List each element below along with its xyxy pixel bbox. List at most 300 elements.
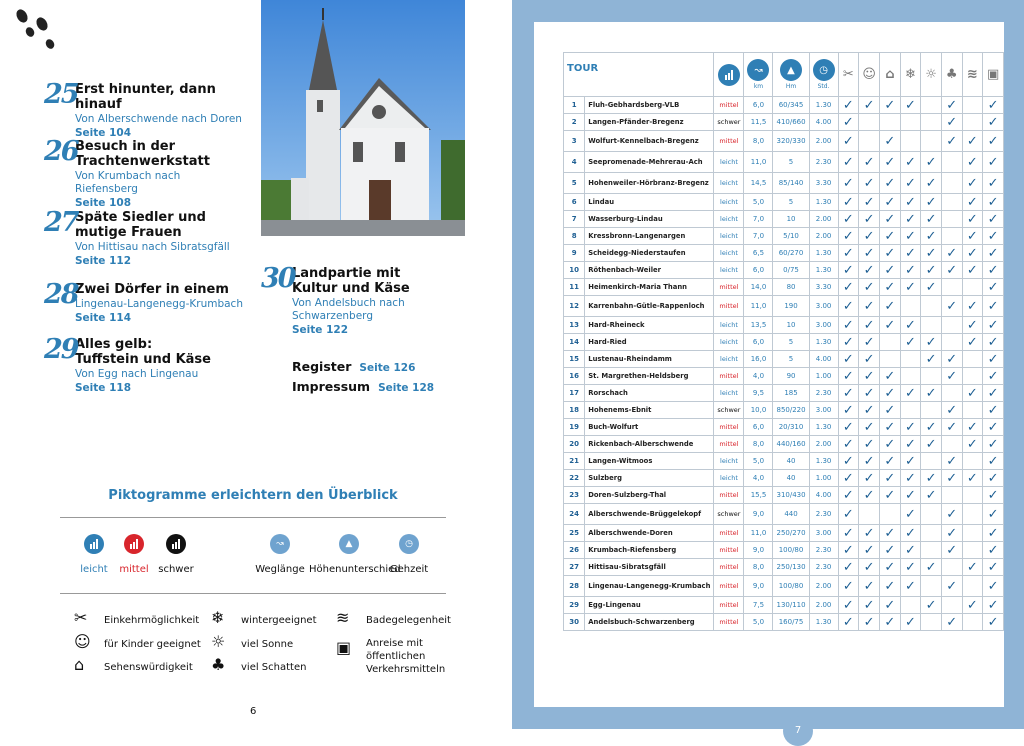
toc-entry-30[interactable]	[261, 263, 431, 336]
tour-number-cell: 26	[564, 542, 585, 559]
table-row	[564, 559, 1004, 576]
difficulty-cell: leicht	[714, 470, 744, 487]
table-row	[564, 228, 1004, 245]
check-icon: ✓	[983, 419, 1004, 436]
check-icon: ✓	[838, 279, 859, 296]
empty-cell	[921, 368, 942, 385]
check-icon: ✓	[838, 228, 859, 245]
check-icon: ✓	[880, 385, 901, 402]
km-cell: 8,0	[744, 436, 773, 453]
toc-entry-27[interactable]	[44, 207, 254, 267]
difficulty-cell: mittel	[714, 368, 744, 385]
check-icon: ✓	[921, 559, 942, 576]
empty-cell	[859, 504, 880, 525]
empty-cell	[962, 453, 983, 470]
check-icon: ✓	[859, 470, 880, 487]
empty-cell	[921, 296, 942, 317]
check-icon: ✓	[983, 317, 1004, 334]
check-icon: ✓	[900, 504, 921, 525]
tour-number-cell: 16	[564, 368, 585, 385]
km-cell: 4,0	[744, 368, 773, 385]
km-cell: 7,0	[744, 211, 773, 228]
check-icon: ✓	[941, 296, 962, 317]
std-cell: 2.30	[809, 504, 838, 525]
empty-cell	[941, 211, 962, 228]
check-icon: ✓	[838, 245, 859, 262]
tree-icon: ♣	[211, 655, 226, 674]
check-icon: ✓	[941, 419, 962, 436]
tour-number-cell: 8	[564, 228, 585, 245]
difficulty-label: leicht	[80, 564, 108, 575]
check-icon: ✓	[962, 317, 983, 334]
check-icon: ✓	[900, 245, 921, 262]
check-icon: ✓	[983, 211, 1004, 228]
check-icon: ✓	[859, 368, 880, 385]
table-row	[564, 279, 1004, 296]
check-icon: ✓	[941, 504, 962, 525]
page-number: 7	[783, 716, 813, 746]
std-cell: 4.00	[809, 114, 838, 131]
check-icon: ✓	[900, 279, 921, 296]
std-cell: 1.30	[809, 262, 838, 279]
legend-sight	[74, 655, 193, 674]
legend-children	[74, 632, 201, 651]
check-icon: ✓	[921, 419, 942, 436]
difficulty-cell: mittel	[714, 296, 744, 317]
tour-name-cell: Wasserburg-Lindau	[585, 211, 714, 228]
tree-icon: ♣	[941, 53, 962, 97]
check-icon: ✓	[880, 194, 901, 211]
divider	[60, 593, 446, 594]
table-row	[564, 317, 1004, 334]
hm-label: Hm	[785, 83, 797, 90]
check-icon: ✓	[983, 504, 1004, 525]
km-cell: 6,5	[744, 245, 773, 262]
check-icon: ✓	[983, 173, 1004, 194]
metric-label: Höhenunterschied	[309, 564, 401, 575]
sun-icon: ☼	[921, 53, 942, 97]
difficulty-cell: leicht	[714, 385, 744, 402]
check-icon: ✓	[838, 317, 859, 334]
std-cell: 3.00	[809, 525, 838, 542]
table-row	[564, 470, 1004, 487]
check-icon: ✓	[880, 453, 901, 470]
km-cell: 8,0	[744, 559, 773, 576]
tour-number-cell: 15	[564, 351, 585, 368]
empty-cell	[962, 402, 983, 419]
check-icon: ✓	[859, 351, 880, 368]
empty-cell	[941, 228, 962, 245]
check-icon: ✓	[838, 614, 859, 631]
std-cell: 1.00	[809, 470, 838, 487]
empty-cell	[880, 351, 901, 368]
toc-entry-25[interactable]	[44, 79, 254, 139]
check-icon: ✓	[900, 436, 921, 453]
check-icon: ✓	[859, 419, 880, 436]
empty-cell	[941, 487, 962, 504]
difficulty-cell: leicht	[714, 317, 744, 334]
check-icon: ✓	[859, 453, 880, 470]
tour-number-cell: 9	[564, 245, 585, 262]
toc-impressum[interactable]	[292, 379, 434, 394]
table-row	[564, 296, 1004, 317]
table-row	[564, 487, 1004, 504]
table-row	[564, 542, 1004, 559]
check-icon: ✓	[900, 173, 921, 194]
check-icon: ✓	[941, 351, 962, 368]
metric-hoehenunterschied	[309, 534, 401, 575]
std-cell: 1.30	[809, 453, 838, 470]
empty-cell	[941, 152, 962, 173]
toc-entry-26[interactable]	[44, 136, 254, 209]
km-cell: 13,5	[744, 317, 773, 334]
hm-cell: 100/80	[773, 542, 809, 559]
tour-name-cell: Rickenbach-Alberschwende	[585, 436, 714, 453]
hm-cell: 90	[773, 368, 809, 385]
hm-cell: 100/80	[773, 576, 809, 597]
check-icon: ✓	[900, 576, 921, 597]
empty-cell	[962, 279, 983, 296]
tour-page: Seite 104	[75, 127, 131, 139]
tour-name-cell: Kressbronn-Langenargen	[585, 228, 714, 245]
check-icon: ✓	[838, 152, 859, 173]
tour-name-cell: Hohenweiler-Hörbranz-Bregenz	[585, 173, 714, 194]
std-cell: 3.00	[809, 317, 838, 334]
tour-name-cell: Langen-Witmoos	[585, 453, 714, 470]
check-icon: ✓	[962, 385, 983, 402]
check-icon: ✓	[859, 614, 880, 631]
table-row	[564, 453, 1004, 470]
check-icon: ✓	[983, 228, 1004, 245]
table-row	[564, 525, 1004, 542]
impressum-page: Seite 128	[378, 382, 435, 394]
km-cell: 5,0	[744, 614, 773, 631]
check-icon: ✓	[941, 614, 962, 631]
bus-icon: ▣	[983, 53, 1004, 97]
tour-number: 25	[44, 79, 78, 110]
check-icon: ✓	[838, 525, 859, 542]
km-cell: 5,0	[744, 453, 773, 470]
check-icon: ✓	[983, 614, 1004, 631]
check-icon: ✓	[983, 131, 1004, 152]
km-header	[744, 53, 773, 97]
footprints-icon	[10, 6, 60, 56]
food-icon: ✂	[838, 53, 859, 97]
hm-cell: 130/110	[773, 597, 809, 614]
km-cell: 15,5	[744, 487, 773, 504]
check-icon: ✓	[900, 97, 921, 114]
divider	[60, 517, 446, 518]
tour-number-cell: 12	[564, 296, 585, 317]
empty-cell	[962, 487, 983, 504]
check-icon: ✓	[838, 487, 859, 504]
km-cell: 10,0	[744, 402, 773, 419]
check-icon: ✓	[838, 436, 859, 453]
clock-icon: ◷	[399, 534, 419, 554]
km-cell: 6,0	[744, 419, 773, 436]
difficulty-cell: mittel	[714, 597, 744, 614]
child-icon: ☺	[859, 53, 880, 97]
table-row	[564, 597, 1004, 614]
check-icon: ✓	[962, 228, 983, 245]
empty-cell	[921, 97, 942, 114]
tour-name-cell: Hittisau-Sibratsgfäll	[585, 559, 714, 576]
register-label: Register	[292, 359, 352, 374]
check-icon: ✓	[921, 228, 942, 245]
check-icon: ✓	[983, 245, 1004, 262]
tour-name-cell: St. Margrethen-Heldsberg	[585, 368, 714, 385]
hm-cell: 410/660	[773, 114, 809, 131]
check-icon: ✓	[921, 245, 942, 262]
difficulty-cell: schwer	[714, 114, 744, 131]
tour-route: Von Krumbach nach Riefensberg	[75, 170, 181, 195]
swim-icon: ≋	[962, 53, 983, 97]
register-page: Seite 126	[359, 362, 416, 374]
hm-cell: 80	[773, 279, 809, 296]
difficulty-cell: leicht	[714, 334, 744, 351]
km-cell: 14,0	[744, 279, 773, 296]
empty-cell	[962, 351, 983, 368]
check-icon: ✓	[838, 504, 859, 525]
empty-cell	[962, 97, 983, 114]
check-icon: ✓	[880, 173, 901, 194]
toc-entry-28[interactable]	[44, 279, 254, 324]
hm-cell: 310/430	[773, 487, 809, 504]
tour-name-cell: Karrenbahn-Gütle-Rappenloch	[585, 296, 714, 317]
check-icon: ✓	[983, 152, 1004, 173]
hm-cell: 85/140	[773, 173, 809, 194]
std-header	[809, 53, 838, 97]
legend-label: viel Schatten	[241, 662, 307, 673]
bars-icon	[124, 534, 144, 554]
check-icon: ✓	[983, 368, 1004, 385]
check-icon: ✓	[941, 470, 962, 487]
difficulty-cell: schwer	[714, 402, 744, 419]
km-cell: 9,0	[744, 504, 773, 525]
tour-name-cell: Hohenems-Ebnit	[585, 402, 714, 419]
tour-name-cell: Lindau	[585, 194, 714, 211]
snowflake-icon: ❄	[900, 53, 921, 97]
toc-entry-29[interactable]	[44, 334, 254, 394]
check-icon: ✓	[962, 597, 983, 614]
check-icon: ✓	[880, 97, 901, 114]
tour-name-cell: Andelsbuch-Schwarzenberg	[585, 614, 714, 631]
std-cell: 4.00	[809, 351, 838, 368]
elevation-icon: ▲	[780, 59, 802, 81]
tour-name-cell: Hard-Ried	[585, 334, 714, 351]
check-icon: ✓	[941, 525, 962, 542]
check-icon: ✓	[941, 262, 962, 279]
hm-cell: 5	[773, 351, 809, 368]
table-header	[564, 53, 1004, 97]
check-icon: ✓	[880, 152, 901, 173]
check-icon: ✓	[962, 419, 983, 436]
right-page	[512, 0, 1024, 736]
check-icon: ✓	[880, 525, 901, 542]
toc-register[interactable]	[292, 359, 415, 374]
check-icon: ✓	[900, 334, 921, 351]
difficulty-cell: leicht	[714, 228, 744, 245]
empty-cell	[941, 173, 962, 194]
tour-header: TOUR	[564, 53, 714, 97]
table-row	[564, 194, 1004, 211]
std-cell: 1.30	[809, 334, 838, 351]
std-cell: 3.00	[809, 296, 838, 317]
difficulty-cell: leicht	[714, 351, 744, 368]
hm-cell: 320/330	[773, 131, 809, 152]
empty-cell	[941, 436, 962, 453]
sight-icon: ⌂	[880, 53, 901, 97]
empty-cell	[962, 614, 983, 631]
check-icon: ✓	[859, 296, 880, 317]
difficulty-cell: leicht	[714, 152, 744, 173]
check-icon: ✓	[880, 228, 901, 245]
empty-cell	[962, 368, 983, 385]
check-icon: ✓	[962, 211, 983, 228]
check-icon: ✓	[900, 194, 921, 211]
check-icon: ✓	[900, 385, 921, 402]
check-icon: ✓	[900, 228, 921, 245]
check-icon: ✓	[838, 402, 859, 419]
table-row	[564, 334, 1004, 351]
tour-name-cell: Scheidegg-Niederstaufen	[585, 245, 714, 262]
legend-sun	[211, 632, 294, 651]
std-cell: 1.30	[809, 614, 838, 631]
tour-name-cell: Wolfurt-Kennelbach-Bregenz	[585, 131, 714, 152]
tour-number-cell: 6	[564, 194, 585, 211]
std-cell: 1.30	[809, 194, 838, 211]
legend-label: für Kinder geeignet	[104, 639, 201, 650]
empty-cell	[880, 114, 901, 131]
check-icon: ✓	[838, 211, 859, 228]
tour-number: 28	[44, 279, 78, 310]
check-icon: ✓	[941, 131, 962, 152]
legend-label: Badegelegenheit	[366, 615, 451, 626]
check-icon: ✓	[941, 453, 962, 470]
tour-title: Alles gelb: Tuffstein und Käse	[75, 337, 211, 367]
km-cell: 7,5	[744, 597, 773, 614]
check-icon: ✓	[859, 317, 880, 334]
table-row	[564, 131, 1004, 152]
check-icon: ✓	[838, 194, 859, 211]
tour-number-cell: 25	[564, 525, 585, 542]
check-icon: ✓	[859, 576, 880, 597]
check-icon: ✓	[962, 334, 983, 351]
std-cell: 2.30	[809, 559, 838, 576]
tour-name-cell: Buch-Wolfurt	[585, 419, 714, 436]
clock-icon: ◷	[813, 59, 835, 81]
km-cell: 14,5	[744, 173, 773, 194]
page-number: 6	[250, 706, 257, 717]
table-row	[564, 614, 1004, 631]
empty-cell	[880, 334, 901, 351]
table-row	[564, 262, 1004, 279]
std-cell: 2.30	[809, 542, 838, 559]
check-icon: ✓	[859, 194, 880, 211]
std-cell: 1.00	[809, 368, 838, 385]
tour-number: 27	[44, 207, 78, 238]
std-cell: 2.30	[809, 385, 838, 402]
tour-page: Seite 118	[75, 382, 131, 394]
check-icon: ✓	[983, 559, 1004, 576]
tour-title: Zwei Dörfer in einem	[75, 282, 229, 297]
bars-icon	[718, 64, 740, 86]
std-cell: 4.00	[809, 487, 838, 504]
tour-number-cell: 24	[564, 504, 585, 525]
check-icon: ✓	[859, 487, 880, 504]
check-icon: ✓	[838, 368, 859, 385]
check-icon: ✓	[983, 576, 1004, 597]
check-icon: ✓	[983, 114, 1004, 131]
check-icon: ✓	[941, 368, 962, 385]
tour-name-cell: Sulzberg	[585, 470, 714, 487]
hm-cell: 250/270	[773, 525, 809, 542]
difficulty-cell: mittel	[714, 576, 744, 597]
check-icon: ✓	[838, 262, 859, 279]
check-icon: ✓	[859, 245, 880, 262]
empty-cell	[880, 504, 901, 525]
empty-cell	[921, 542, 942, 559]
check-icon: ✓	[880, 542, 901, 559]
tour-number: 30	[261, 263, 295, 294]
tour-number-cell: 23	[564, 487, 585, 504]
hm-cell: 20/310	[773, 419, 809, 436]
km-cell: 7,0	[744, 228, 773, 245]
check-icon: ✓	[838, 559, 859, 576]
table-row	[564, 436, 1004, 453]
km-cell: 6,0	[744, 262, 773, 279]
empty-cell	[941, 597, 962, 614]
check-icon: ✓	[900, 211, 921, 228]
tour-number-cell: 22	[564, 470, 585, 487]
difficulty-header	[714, 53, 744, 97]
hm-cell: 5	[773, 194, 809, 211]
check-icon: ✓	[921, 351, 942, 368]
km-cell: 9,0	[744, 542, 773, 559]
tour-number-cell: 20	[564, 436, 585, 453]
check-icon: ✓	[983, 97, 1004, 114]
table-row	[564, 419, 1004, 436]
table-row	[564, 97, 1004, 114]
km-cell: 4,0	[744, 470, 773, 487]
check-icon: ✓	[859, 152, 880, 173]
legend-swim	[336, 608, 451, 627]
check-icon: ✓	[880, 487, 901, 504]
tour-number-cell: 30	[564, 614, 585, 631]
km-cell: 11,5	[744, 114, 773, 131]
table-row	[564, 173, 1004, 194]
table-row	[564, 368, 1004, 385]
km-cell: 5,0	[744, 194, 773, 211]
empty-cell	[921, 525, 942, 542]
impressum-label: Impressum	[292, 379, 371, 394]
km-cell: 11,0	[744, 296, 773, 317]
check-icon: ✓	[983, 525, 1004, 542]
check-icon: ✓	[838, 542, 859, 559]
km-label: km	[753, 83, 764, 90]
check-icon: ✓	[838, 385, 859, 402]
hm-cell: 5/10	[773, 228, 809, 245]
std-cell: 2.00	[809, 228, 838, 245]
km-cell: 16,0	[744, 351, 773, 368]
tour-number-cell: 1	[564, 97, 585, 114]
std-cell: 2.00	[809, 131, 838, 152]
hm-header	[773, 53, 809, 97]
check-icon: ✓	[880, 597, 901, 614]
hm-cell: 440/160	[773, 436, 809, 453]
tour-page: Seite 112	[75, 255, 131, 267]
check-icon: ✓	[900, 453, 921, 470]
